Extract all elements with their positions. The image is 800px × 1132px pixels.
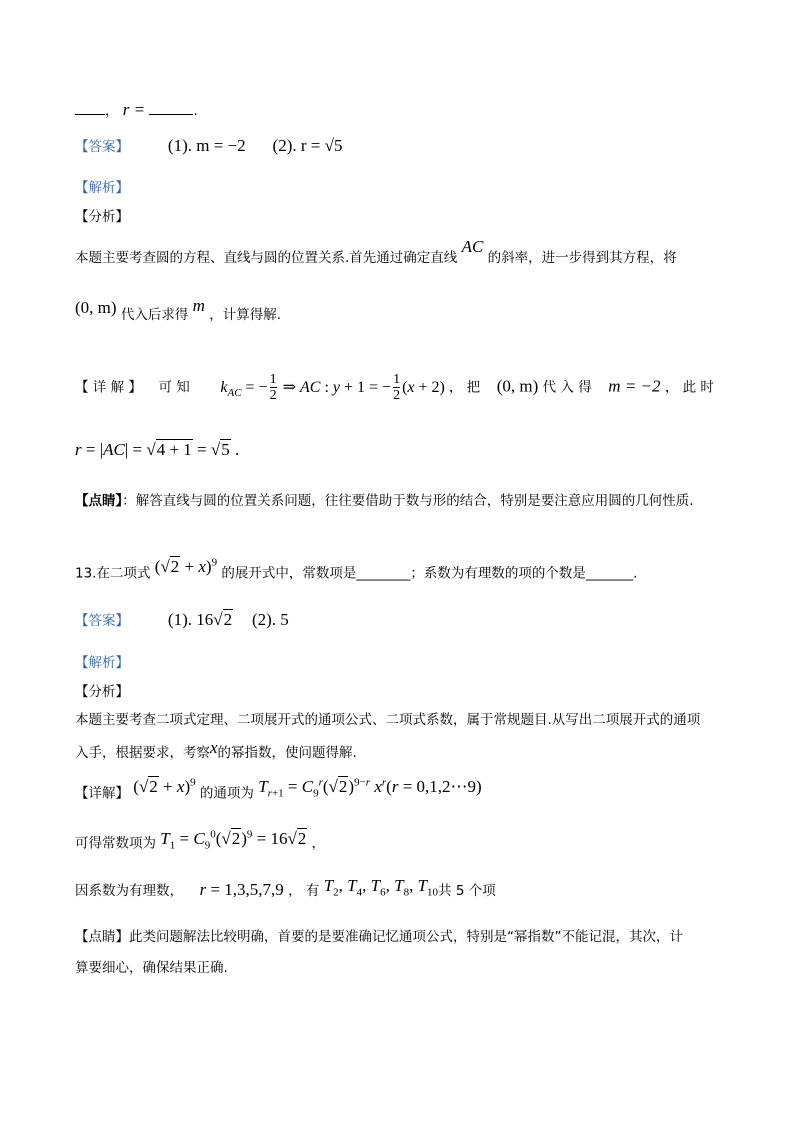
- q13-detail-line: [75, 776, 482, 806]
- q12-dianjing-line: [75, 493, 694, 509]
- detail-text: 的通项为: [199, 785, 254, 802]
- detail-tag: 【详解】: [75, 785, 129, 802]
- q13-const-line: [75, 828, 326, 856]
- detail-text: ， 把: [448, 379, 481, 396]
- q12-detail-line: [75, 372, 714, 404]
- fenxi-text: 的幂指数，使问题得解.: [217, 745, 357, 761]
- general-term-formula: $T_{r+1} = C_9^r(√2)^{9-r}$ $x^r(r$ = 0,1,2⋯9): [258, 776, 482, 800]
- r-equals: r =: [122, 100, 146, 119]
- detail-text: ， 此 时: [664, 379, 714, 396]
- ac-symbol: AC: [461, 237, 484, 256]
- answer-blank: [149, 101, 193, 116]
- dianjing-tag: 【点睛】: [75, 929, 129, 945]
- answer-1: (1). 16√2: [167, 610, 233, 629]
- q13-dianjing-line2: 算要细心，确保结果正确.: [75, 960, 228, 976]
- answer-1: (1). m = −2: [167, 136, 246, 155]
- answer-blank: [75, 101, 105, 116]
- detail-text: 可 知: [158, 379, 190, 396]
- stem-text: 的展开式中，常数项是________；系数为有理数的项的个数是_______.: [221, 565, 638, 582]
- rational-text: 因系数为有理数，: [75, 883, 183, 899]
- answer-2: (2). 5: [251, 610, 289, 629]
- binomial-expr: $(√2 + x)^9$: [154, 556, 218, 576]
- slope-formula: $k_{AC}$ = − $\frac{1}{2}$ ⇒ AC : y + 1 = − $\frac{1}{2}$ (x + 2): [220, 372, 449, 404]
- point-0m: (0, m): [496, 376, 539, 396]
- q13-dianjing-line1: [75, 929, 683, 945]
- m-symbol: m: [192, 296, 205, 315]
- q13-answer-line: [75, 610, 289, 630]
- q12-r-formula: r = |AC| = √4 + 1 = √5 .: [75, 440, 240, 459]
- const-text: ，: [311, 835, 326, 852]
- q13-fenxi-line2: [75, 738, 357, 762]
- dianjing-tag: 【点睛】: [75, 493, 123, 509]
- m-value: m = −2: [608, 376, 661, 396]
- fenxi-tag: 【分析】: [75, 684, 129, 700]
- q12-fenxi-line1: [75, 237, 677, 267]
- fenxi-text: 本题主要考查圆的方程、直线与圆的位置关系.首先通过确定直线: [75, 250, 458, 266]
- rational-text: ， 有: [288, 883, 320, 899]
- fenxi-text: ，计算得解.: [209, 307, 282, 323]
- q12-answer-line: [75, 136, 342, 156]
- r-values: r = 1,3,5,7,9: [199, 880, 284, 899]
- rational-terms: $T_2$, $T_4$, $T_6$, $T_8$, $T_{10}$: [323, 876, 439, 899]
- fenxi-tag: 【分析】: [75, 209, 129, 225]
- detail-tag: 【 详 解 】: [75, 379, 142, 396]
- question-number: 13.在二项式: [75, 565, 151, 582]
- dianjing-text: 此类问题解法比较明确，首要的是要准确记忆通项公式，特别是“幂指数”不能记混，其次，计: [129, 929, 683, 945]
- const-formula: $T_1 = C_9^0(√2)^9 = 16√2$: [160, 828, 307, 852]
- q12-blank-line: ， r = .: [75, 100, 198, 120]
- detail-text: 代 入 得: [542, 379, 592, 396]
- dianjing-text: ：解答直线与圆的位置关系问题，往往要借助于数与形的结合，特别是要注意应用圆的几何性质.: [122, 493, 694, 509]
- rational-text: 共 5 个项: [438, 883, 496, 899]
- analysis-tag: 【解析】: [75, 180, 129, 196]
- q13-fenxi-line1: 本题主要考查二项式定理、二项展开式的通项公式、二项式系数，属于常规题目.从写出二项展开式的通项: [75, 712, 701, 728]
- fenxi-text: 入手，根据要求，考察: [75, 745, 210, 761]
- const-text: 可得常数项为: [75, 835, 156, 852]
- q12-fenxi-line2: [75, 296, 282, 324]
- fenxi-text: 代入后求得: [120, 307, 189, 323]
- analysis-tag: 【解析】: [75, 655, 129, 671]
- answer-tag: 【答案】: [75, 139, 129, 155]
- answer-2: (2). r = √5: [272, 136, 343, 155]
- q13-stem: [75, 556, 638, 583]
- x-symbol: x: [210, 738, 218, 757]
- answer-tag: 【答案】: [75, 613, 129, 629]
- q13-rational-line: [75, 876, 496, 904]
- binomial-expr: $(√2 + x)^9$: [133, 776, 196, 796]
- point-0m: (0, m): [75, 298, 117, 317]
- fenxi-text: 的斜率，进一步得到其方程，将: [487, 250, 677, 266]
